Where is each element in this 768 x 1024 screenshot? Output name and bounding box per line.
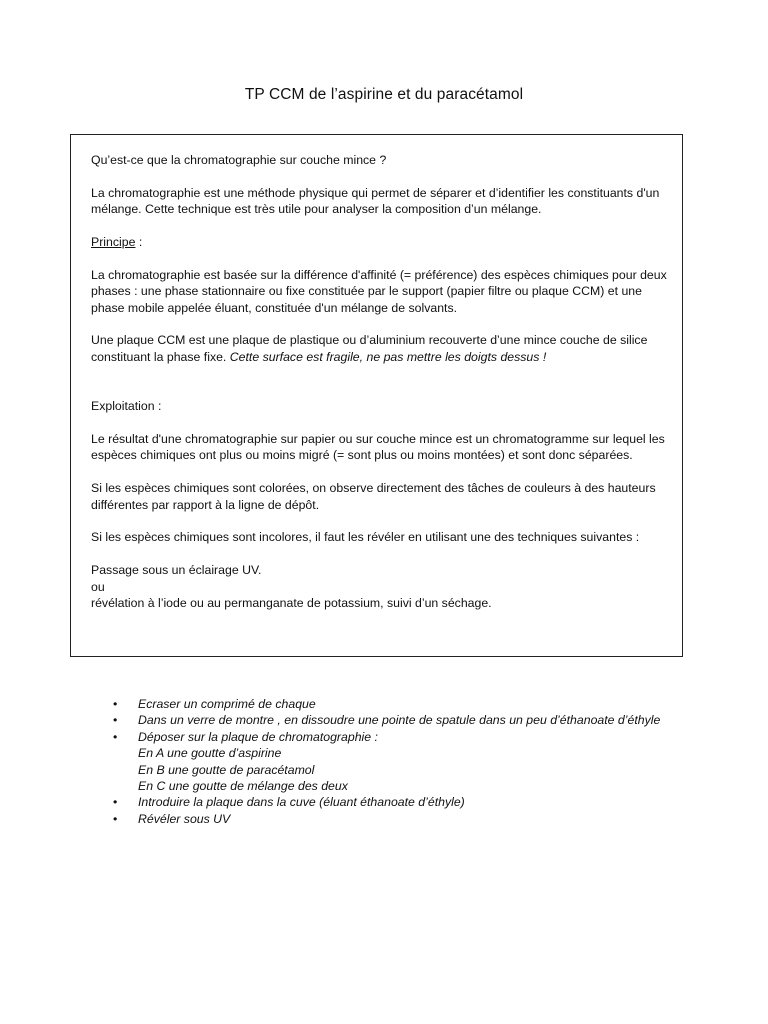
step-introduce: Introduire la plaque dans la cuve (éluant éthanoate d’éthyle) (138, 795, 465, 810)
theory-box (70, 134, 683, 657)
plaque-warning: Cette surface est fragile, ne pas mettre les doigts dessus ! (229, 349, 547, 364)
document-title: TP CCM de l’aspirine et du paracétamol (244, 86, 524, 103)
principe-heading-suffix: : (135, 235, 143, 249)
principe-heading-label: Principe (91, 235, 136, 249)
theory-content (91, 152, 676, 628)
technique-uv: Passage sous un éclairage UV. (91, 563, 262, 578)
step-deposit-a: En A une goutte d’aspirine (138, 746, 282, 761)
step-reveal: Révéler sous UV (138, 811, 231, 826)
exploitation-paragraph: Le résultat d'une chromatographie sur papier ou sur couche mince est un chromatogramme sur lequel les espèces chimiques ont plus ou moins migré (= sont plus ou moins montées) et sont donc séparées. (91, 432, 665, 463)
plaque-paragraph (91, 332, 676, 365)
techniques-list (91, 562, 676, 611)
list-item (113, 696, 673, 712)
bullet-icon: • (113, 795, 118, 810)
colorees-paragraph: Si les espèces chimiques sont colorées, on observe directement des tâches de couleurs à des hauteurs différentes par rapport à la ligne de dépôt. (91, 481, 656, 512)
technique-iode: révélation à l’iode ou au permanganate de potassium, suivi d’un séchage. (91, 596, 492, 611)
list-item (113, 811, 673, 827)
step-crush: Ecraser un comprimé de chaque (138, 697, 316, 711)
step-deposit: Déposer sur la plaque de chromatographie : (138, 729, 378, 744)
question-heading: Qu’est-ce que la chromatographie sur couche mince ? (91, 153, 387, 167)
bullet-icon: • (113, 697, 118, 711)
list-item (113, 794, 673, 810)
incolores-paragraph: Si les espèces chimiques sont incolores, il faut les révéler en utilisant une des techniques suivantes : (91, 530, 640, 545)
principe-paragraph: La chromatographie est basée sur la différence d'affinité (= préférence) des espèces chimiques pour deux phases : une phase stationnaire ou fixe constituée par le support (papier filtre ou plaque CCM) et une phase mobile appelée éluant, constituée d'un mélange de solvants. (91, 267, 667, 315)
technique-or: ou (91, 579, 105, 594)
plaque-text: Une plaque CCM est une plaque de plastique ou d’aluminium recouverte d’une mince couche de silice constituant la phase fixe. (91, 333, 648, 364)
exploitation-heading: Exploitation : (91, 399, 162, 414)
bullet-icon: • (113, 811, 118, 826)
intro-paragraph: La chromatographie est une méthode physique qui permet de séparer et d’identifier les constituants d'un mélange. Cette technique est très utile pour analyser la composition d’un mélange. (91, 185, 660, 217)
step-deposit-c: En C une goutte de mélange des deux (138, 779, 348, 794)
list-item (113, 712, 673, 728)
principe-heading (91, 234, 676, 250)
bullet-icon: • (113, 729, 118, 744)
procedure-list (113, 696, 673, 827)
list-item (113, 729, 673, 795)
step-deposit-b: En B une goutte de paracétamol (138, 762, 315, 777)
bullet-icon: • (113, 713, 118, 728)
step-dissolve: Dans un verre de montre , en dissoudre une pointe de spatule dans un peu d’éthanoate d’éthyle (138, 713, 661, 728)
